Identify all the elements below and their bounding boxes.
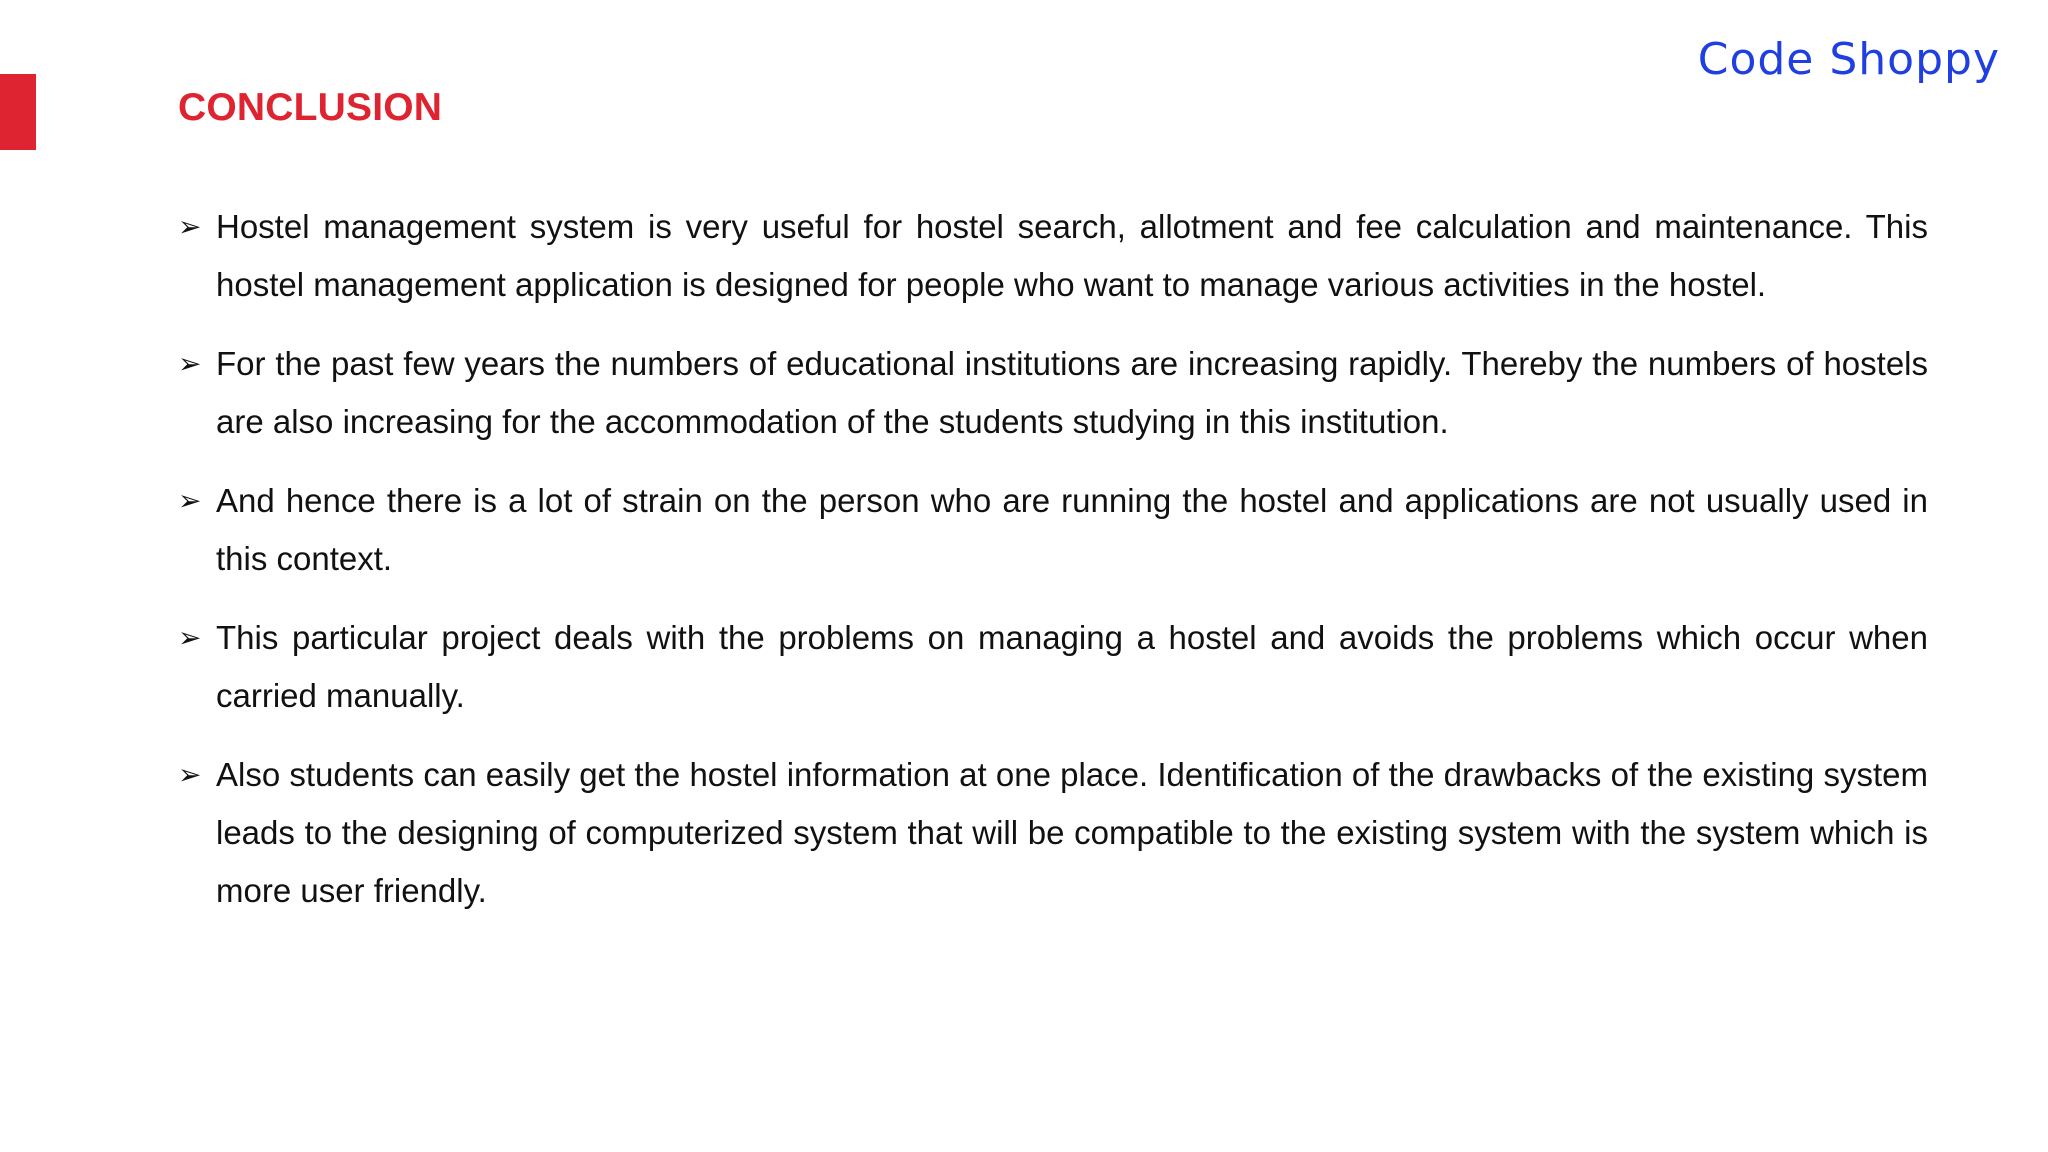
conclusion-bullet-list [178, 198, 1928, 941]
bullet-text: And hence there is a lot of strain on the person who are running the hostel and applications are not usually used in this context. [216, 482, 1928, 577]
brand-logo: Code Shoppy [1697, 34, 2000, 85]
bullet-text: Also students can easily get the hostel information at one place. Identification of the drawbacks of the existing system leads to the designing of computerized system that will be compatible to the existing system with the system which is more user friendly. [216, 756, 1928, 909]
arrow-bullet-icon: ➢ [178, 210, 202, 243]
arrow-bullet-icon: ➢ [178, 347, 202, 380]
bullet-text: This particular project deals with the problems on managing a hostel and avoids the problems which occur when carried manually. [216, 619, 1928, 714]
bullet-point [178, 746, 1928, 920]
arrow-bullet-icon: ➢ [178, 758, 202, 791]
slide-title: CONCLUSION [178, 86, 443, 129]
accent-bar [0, 74, 36, 150]
arrow-bullet-icon: ➢ [178, 621, 202, 654]
bullet-text: For the past few years the numbers of educational institutions are increasing rapidly. Thereby the numbers of hostels are also increasing for the accommodation of the students studying in this institution. [216, 345, 1928, 440]
arrow-bullet-icon: ➢ [178, 484, 202, 517]
bullet-point [178, 472, 1928, 588]
bullet-text: Hostel management system is very useful for hostel search, allotment and fee calculation and maintenance. This hostel management application is designed for people who want to manage various activities in the hostel. [216, 208, 1928, 303]
bullet-point [178, 198, 1928, 314]
bullet-point [178, 335, 1928, 451]
bullet-point [178, 609, 1928, 725]
